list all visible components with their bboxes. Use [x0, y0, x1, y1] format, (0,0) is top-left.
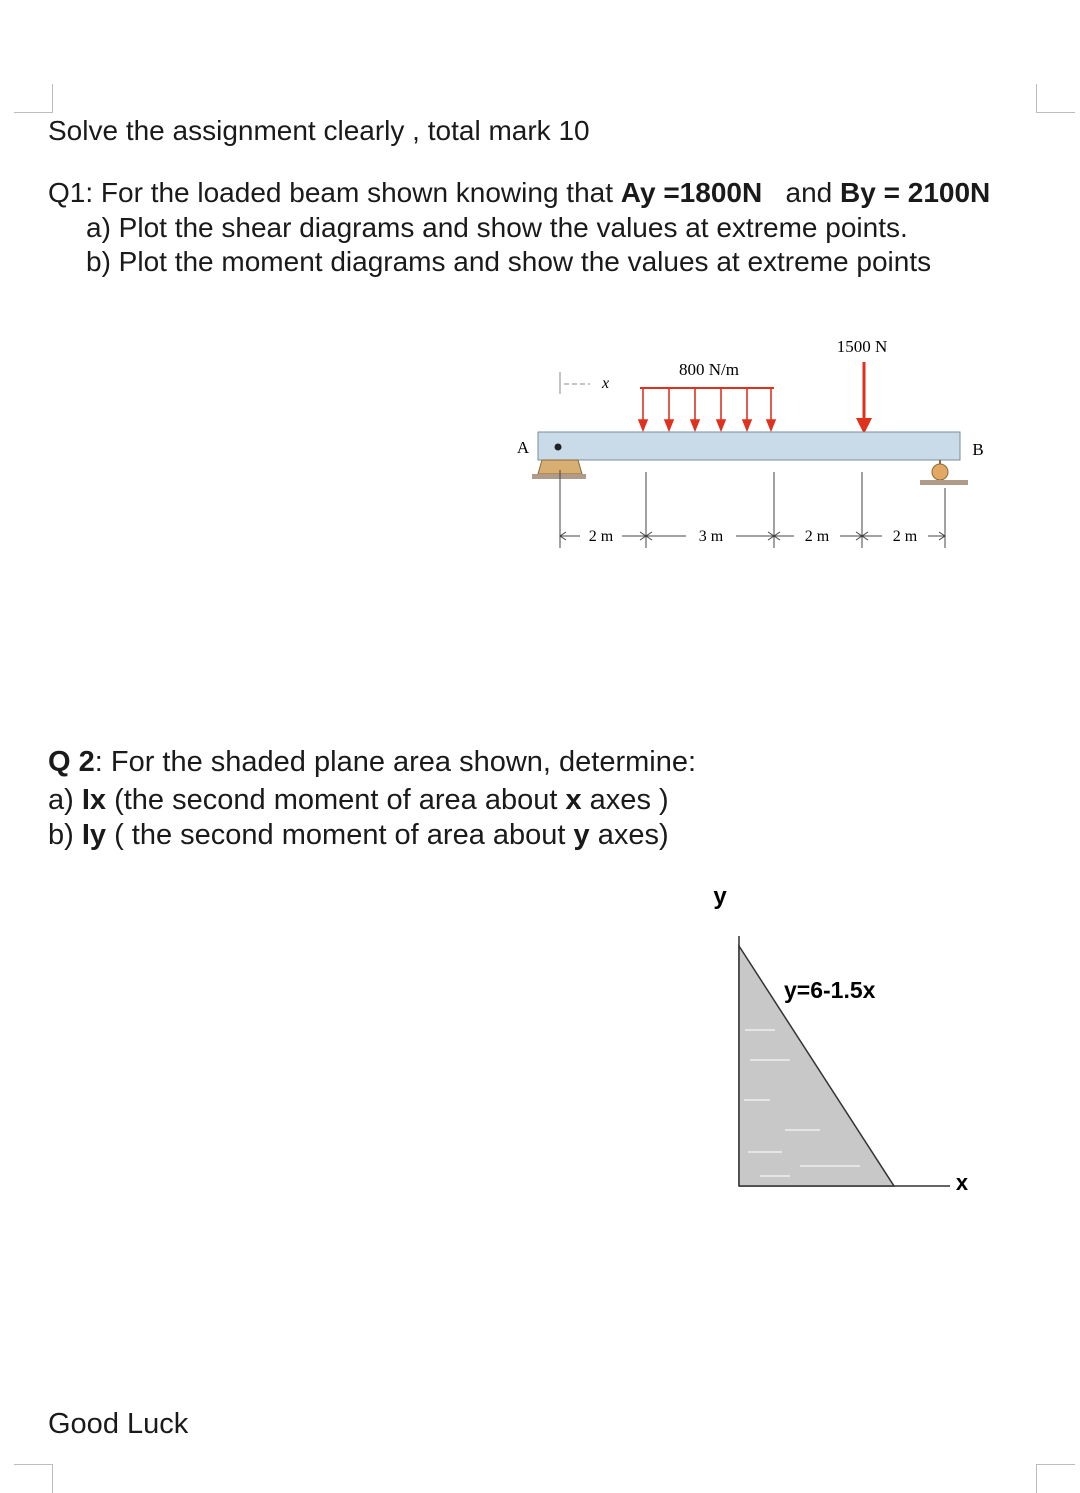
distributed-load-arrows	[639, 388, 775, 430]
q1-intro: Q1: For the loaded beam shown knowing that	[48, 177, 621, 208]
distributed-load-label: 800 N/m	[679, 360, 739, 379]
q2-b-symbol: Iy	[81, 819, 107, 851]
dim-label-4: 2 m	[892, 528, 918, 545]
ground-a	[532, 474, 586, 479]
q2-a-symbol: Ix	[81, 784, 107, 816]
support-b-label: B	[972, 440, 984, 459]
ground-b	[920, 480, 968, 485]
q2-item-b	[48, 818, 669, 852]
beam	[538, 432, 960, 460]
q2-item-a	[48, 783, 669, 817]
dim-label-1: 2 m	[588, 528, 614, 545]
q2-a-prefix: a)	[48, 784, 82, 816]
corner-mark-bottom-right	[1036, 1464, 1075, 1493]
area-figure	[690, 870, 990, 1210]
dimension-lines	[560, 470, 945, 548]
q1-statement	[48, 176, 990, 210]
equation-label: y=6-1.5x	[784, 977, 876, 1003]
q2-a-axis: x	[565, 784, 582, 816]
support-b	[932, 464, 948, 480]
dim-label-3: 2 m	[804, 528, 830, 545]
x-coordinate-label: x	[602, 375, 610, 392]
point-load-label: 1500 N	[836, 337, 888, 356]
closing-text: Good Luck	[48, 1408, 189, 1440]
q1-mid: and	[762, 177, 841, 208]
assignment-title: Solve the assignment clearly , total mark 10	[48, 115, 590, 146]
q2-b-suffix: axes)	[589, 819, 669, 851]
corner-mark-top-left	[14, 84, 53, 113]
q2-statement	[48, 745, 696, 779]
q2-a-text: (the second moment of area about	[106, 784, 566, 816]
q2-number: Q 2	[48, 746, 95, 778]
pin-a	[555, 444, 562, 451]
q1-ay-value: Ay =1800N	[620, 177, 763, 208]
q2-b-text: ( the second moment of area about	[106, 819, 574, 851]
q2-a-suffix: axes )	[581, 784, 669, 816]
corner-mark-top-right	[1036, 84, 1075, 113]
dim-label-2: 3 m	[698, 528, 724, 545]
q1-by-value: By = 2100N	[840, 177, 991, 208]
q2-b-prefix: b)	[48, 819, 82, 851]
support-a-label: A	[516, 438, 530, 457]
q1-item-a: a) Plot the shear diagrams and show the values at extreme points.	[86, 212, 908, 243]
q1-item-b: b) Plot the moment diagrams and show the values at extreme points	[86, 246, 932, 277]
y-axis-label: y	[713, 883, 727, 910]
q2-intro: : For the shaded plane area shown, determine:	[94, 746, 697, 778]
corner-mark-bottom-left	[14, 1464, 53, 1493]
x-axis-label: x	[955, 1170, 969, 1195]
q2-b-axis: y	[573, 819, 590, 851]
beam-figure	[500, 320, 1000, 560]
